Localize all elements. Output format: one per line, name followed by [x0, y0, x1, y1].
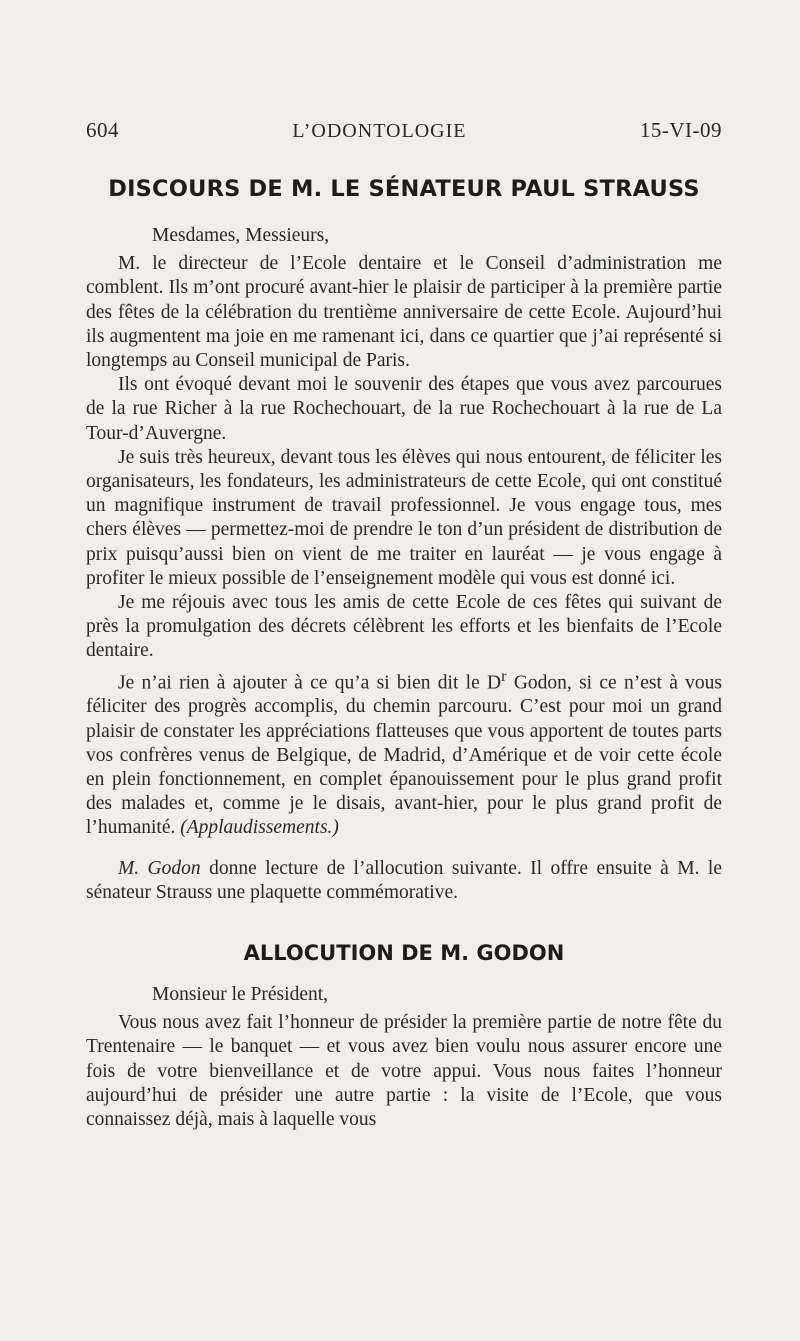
paragraph: Ils ont évoqué devant moi le souvenir des étapes que vous avez parcourues de la rue Richer à la rue Rochechouart, de la rue Rochechouart à la rue de La Tour-d’Auvergne. [86, 374, 722, 444]
superscript: r [501, 666, 507, 685]
paragraph-text: Godon, si ce n’est à vous féliciter des progrès accomplis, du chemin parcouru. C’est pour moi un grand plaisir de constater les appréciations flatteuses que vous apportent de toutes parts vos confrères venus de Belgique, de Madrid, d’Amérique et de voir cette école en plein fonctionnement, en complet épanouissement pour le plus grand profit des malades et, comme je le disais, avant-hier, pour le plus grand profit de l’humanité. [86, 672, 722, 839]
editorial-note [86, 857, 722, 905]
paragraph: M. le directeur de l’Ecole dentaire et le Conseil d’administration me comblent. Ils m’ont procuré avant-hier le plaisir de participer à la première partie des fêtes de la célébration du trentième anniversaire de cette Ecole. Aujourd’hui ils augmentent ma joie en me ramenant ici, dans ce quartier que j’ai représenté si longtemps au Conseil municipal de Paris. [86, 253, 722, 372]
applause-note: (Applaudissements.) [180, 817, 339, 839]
page-content [86, 118, 722, 1132]
paragraph: Je me réjouis avec tous les amis de cette Ecole de ces fêtes qui suivant de près la promulgation des décrets célèbrent les efforts et les bienfaits de l’Ecole dentaire. [86, 592, 722, 662]
paragraph: Vous nous avez fait l’honneur de présider la première partie de notre fête du Trentenaire — le banquet — et vous avez bien voulu nous assurer encore une fois de votre bienveillance et de votre appui. Vous nous faites l’honneur aujourd’hui de présider une autre partie : la visite de l’Ecole, que vous connaissez déjà, mais à laquelle vous [86, 1012, 722, 1130]
section-title-discours: DISCOURS DE M. LE SÉNATEUR PAUL STRAUSS [108, 176, 700, 202]
speaker-name: M. Godon [118, 857, 201, 879]
salutation: Monsieur le Président, [152, 983, 329, 1005]
paragraph [86, 664, 722, 841]
paragraph: Je suis très heureux, devant tous les élèves qui nous entourent, de féliciter les organisateurs, les fondateurs, les administrateurs de cette Ecole, qui ont constitué un magnifique instrument de travail professionnel. Je vous engage tous, mes chers élèves — permettez-moi de prendre le ton d’un président de distribution de prix puisqu’aussi bien on vient de me traiter en lauréat — je vous engage à profiter le mieux possible de l’enseignement modèle qui vous est donné ici. [86, 446, 722, 589]
note-text: donne lecture de l’allocution suivante. Il offre ensuite à M. le sénateur Strauss une plaquette commémorative. [86, 857, 723, 903]
running-header [86, 118, 722, 148]
paragraph-text: Je n’ai rien à ajouter à ce qu’a si bien dit le D [118, 672, 502, 694]
issue-date: 15-VI-09 [639, 118, 722, 142]
journal-title: L’ODONTOLOGIE [292, 120, 467, 142]
page-number: 604 [86, 118, 119, 142]
salutation: Mesdames, Messieurs, [152, 225, 330, 246]
section-title-allocution: ALLOCUTION DE M. GODON [243, 940, 565, 965]
